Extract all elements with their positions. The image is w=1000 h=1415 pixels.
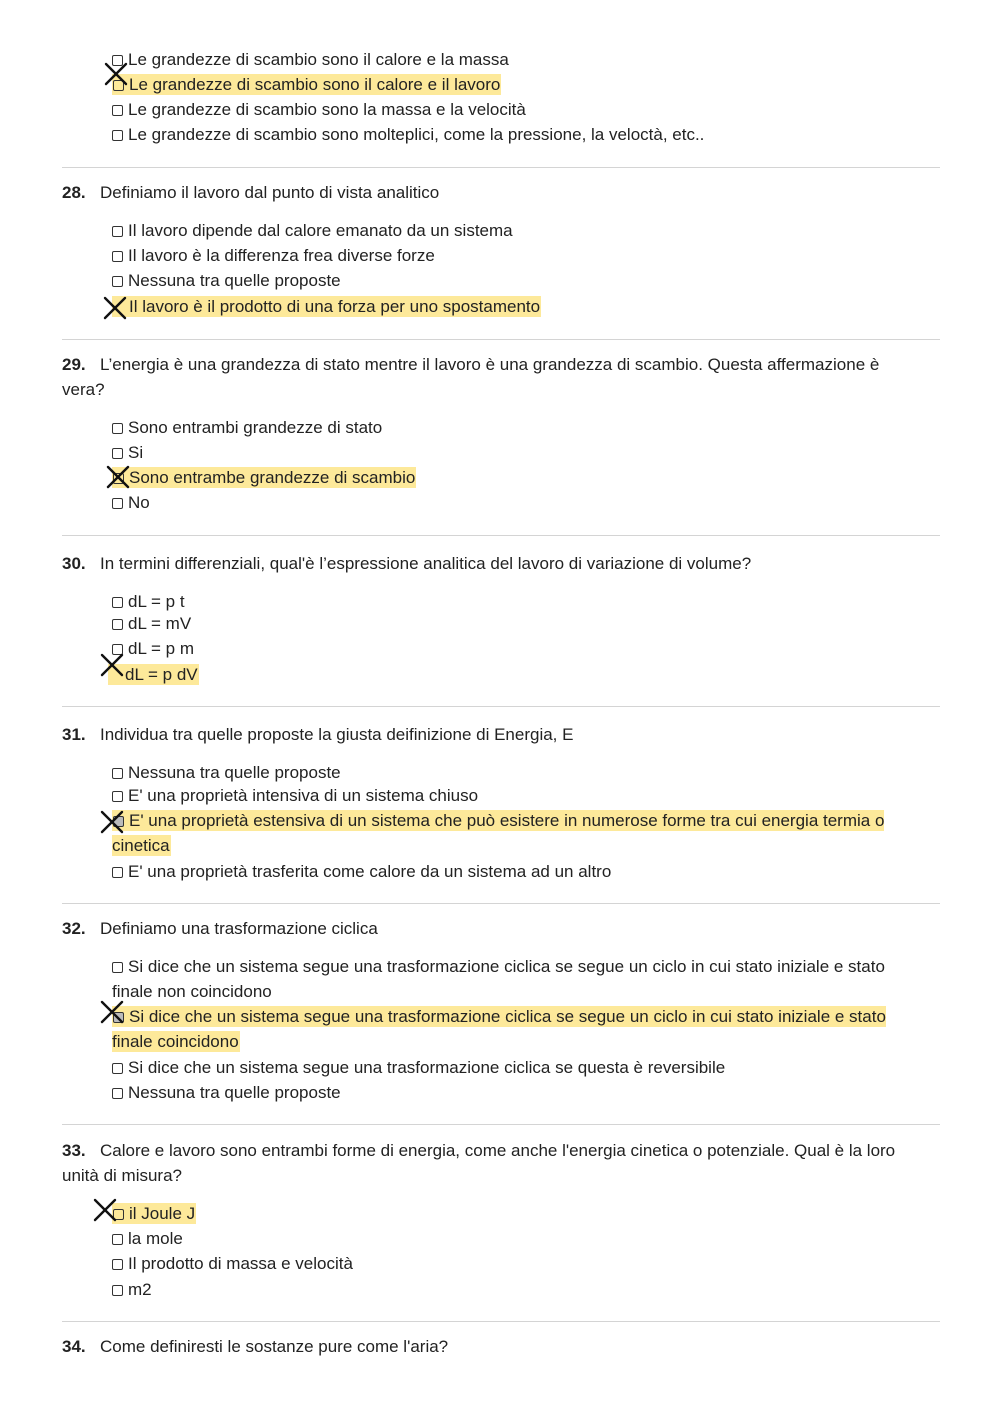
checkbox-icon[interactable]	[112, 251, 123, 262]
option-top-2[interactable]	[112, 72, 917, 97]
question-33: 33. Calore e lavoro sono entrambi forme di energia, come anche l'energia cinetica o potenziale. Qual è la loro unità di misura?	[62, 1141, 896, 1185]
checkbox-icon[interactable]	[112, 791, 123, 802]
q32-option-3[interactable]: Si dice che un sistema segue una trasformazione ciclica se questa è reversibile	[112, 1055, 917, 1080]
q32-option-4[interactable]: Nessuna tra quelle proposte	[112, 1080, 917, 1105]
checkbox-icon[interactable]	[112, 276, 123, 287]
q30-option-1[interactable]: dL = p t	[112, 589, 917, 614]
checkbox-icon[interactable]	[112, 867, 123, 878]
question-28: 28. Definiamo il lavoro dal punto di vista analitico	[62, 183, 440, 202]
checkbox-icon[interactable]	[112, 1259, 123, 1270]
checkbox-icon[interactable]	[112, 448, 123, 459]
q33-option-4[interactable]: m2	[112, 1277, 917, 1302]
checkbox-icon[interactable]	[112, 226, 123, 237]
separator	[62, 167, 940, 168]
cross-mark-icon	[100, 810, 124, 834]
q29-option-1[interactable]: Sono entrambi grandezze di stato	[112, 415, 917, 440]
cross-mark-icon	[104, 62, 128, 86]
q28-option-2[interactable]: Il lavoro è la differenza frea diverse forze	[112, 243, 917, 268]
cross-mark-icon	[93, 1198, 117, 1222]
q28-option-1[interactable]: Il lavoro dipende dal calore emanato da un sistema	[112, 218, 917, 243]
q29-option-3[interactable]	[112, 465, 917, 490]
separator	[62, 706, 940, 707]
q33-option-3[interactable]: Il prodotto di massa e velocità	[112, 1251, 917, 1276]
checkbox-icon[interactable]	[112, 962, 123, 973]
question-34: 34. Come definiresti le sostanze pure come l'aria?	[62, 1337, 449, 1356]
separator	[62, 339, 940, 340]
question-32: 32. Definiamo una trasformazione ciclica	[62, 919, 378, 938]
separator	[62, 1124, 940, 1125]
cross-mark-icon	[103, 296, 127, 320]
q32-option-1[interactable]: Si dice che un sistema segue una trasformazione ciclica se segue un ciclo in cui stato iniziale e stato finale non coincidono	[112, 957, 885, 1001]
q31-option-4[interactable]: E' una proprietà trasferita come calore da un sistema ad un altro	[112, 859, 917, 884]
q29-option-4[interactable]: No	[112, 490, 917, 515]
q29-option-2[interactable]: Si	[112, 440, 917, 465]
question-31: 31. Individua tra quelle proposte la giusta deifinizione di Energia, E	[62, 725, 574, 744]
q28-option-4[interactable]	[112, 294, 917, 319]
highlighted-answer: E' una proprietà estensiva di un sistema che può esistere in numerose forme tra cui energia termia o cinetica	[112, 811, 885, 855]
separator	[62, 1321, 940, 1322]
checkbox-icon[interactable]	[112, 1063, 123, 1074]
option-top-1[interactable]: Le grandezze di scambio sono il calore e la massa	[112, 47, 917, 72]
checkbox-icon[interactable]	[112, 130, 123, 141]
question-30: 30. In termini differenziali, qual'è l’espressione analitica del lavoro di variazione di volume?	[62, 554, 752, 573]
highlighted-answer: dL = p dV	[108, 664, 199, 685]
cross-mark-icon	[106, 465, 130, 489]
q30-option-3[interactable]: dL = p m	[112, 636, 917, 661]
q33-option-1[interactable]	[112, 1201, 917, 1226]
highlighted-answer: Sono entrambe grandezze di scambio	[112, 467, 416, 488]
highlighted-answer: Si dice che un sistema segue una trasformazione ciclica se segue un ciclo in cui stato iniziale e stato finale coincidono	[112, 1007, 886, 1051]
q33-option-2[interactable]: la mole	[112, 1226, 917, 1251]
checkbox-icon[interactable]	[112, 423, 123, 434]
separator	[62, 903, 940, 904]
q28-option-3[interactable]: Nessuna tra quelle proposte	[112, 268, 917, 293]
cross-mark-icon	[100, 1000, 124, 1024]
q31-option-3[interactable]	[112, 808, 917, 858]
q31-option-2[interactable]: E' una proprietà intensiva di un sistema chiuso	[112, 783, 917, 808]
checkbox-icon[interactable]	[112, 1234, 123, 1245]
option-top-4[interactable]: Le grandezze di scambio sono molteplici, come la pressione, la veloctà, etc..	[112, 122, 917, 147]
checkbox-icon[interactable]	[112, 768, 123, 779]
q32-option-2[interactable]	[112, 1004, 917, 1054]
highlighted-answer: Le grandezze di scambio sono il calore e il lavoro	[112, 74, 501, 95]
cross-mark-icon	[100, 653, 124, 677]
checkbox-icon[interactable]	[112, 105, 123, 116]
question-29: 29. L’energia è una grandezza di stato mentre il lavoro è una grandezza di scambio. Questa affermazione è vera?	[62, 355, 880, 399]
highlighted-answer: Il lavoro è il prodotto di una forza per uno spostamento	[112, 296, 541, 317]
checkbox-icon[interactable]	[112, 498, 123, 509]
option-top-3[interactable]: Le grandezze di scambio sono la massa e la velocità	[112, 97, 917, 122]
checkbox-icon[interactable]	[112, 1088, 123, 1099]
separator	[62, 535, 940, 536]
q31-option-1[interactable]: Nessuna tra quelle proposte	[112, 760, 917, 785]
highlighted-answer: il Joule J	[112, 1203, 196, 1224]
checkbox-icon[interactable]	[112, 1285, 123, 1296]
q30-option-2[interactable]: dL = mV	[112, 611, 917, 636]
checkbox-icon[interactable]	[112, 597, 123, 608]
q30-option-4[interactable]	[108, 662, 913, 687]
checkbox-icon[interactable]	[112, 619, 123, 630]
